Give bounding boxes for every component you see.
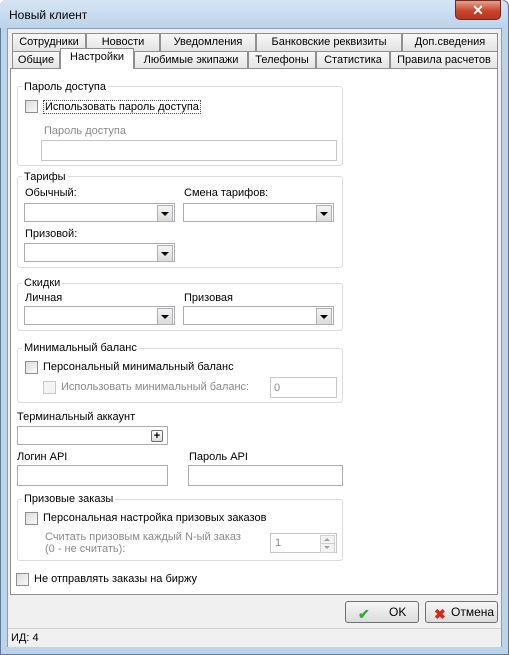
check-icon: ✔	[358, 606, 370, 622]
tab-bank-details[interactable]: Банковские реквизиты	[256, 33, 402, 51]
personal-prize-orders-checkbox[interactable]	[25, 512, 38, 525]
tab-general[interactable]: Общие	[12, 51, 60, 69]
tariffs-group-label: Тарифы	[24, 171, 66, 183]
cancel-button[interactable]: ✖ Отмена	[425, 601, 498, 623]
add-terminal-button[interactable]	[151, 430, 163, 442]
tab-settings[interactable]: Настройки	[60, 48, 134, 69]
password-field[interactable]	[41, 140, 337, 161]
use-min-balance-label: Использовать минимальный баланс:	[61, 381, 250, 393]
min-balance-field[interactable]	[270, 377, 337, 398]
plus-icon: +	[153, 430, 161, 442]
chevron-down-icon[interactable]	[157, 245, 173, 262]
ok-button[interactable]: ✔ OK	[345, 601, 419, 623]
api-login-field[interactable]	[17, 465, 168, 486]
discounts-group-label: Скидки	[24, 277, 61, 289]
prize-count-value: 1	[275, 537, 282, 549]
prize-count-stepper[interactable]	[270, 533, 337, 553]
tab-notifications[interactable]: Уведомления	[160, 33, 256, 51]
tab-extra-info[interactable]: Доп.сведения	[402, 33, 498, 51]
tab-phones[interactable]: Телефоны	[248, 51, 316, 69]
close-icon: ✕	[472, 2, 484, 18]
tab-news[interactable]: Новости	[86, 33, 160, 51]
use-password-label[interactable]: Использовать пароль доступа	[45, 101, 199, 113]
stepper-down-icon[interactable]	[320, 543, 335, 553]
prize-count-label-line1: Считать призовым каждый N-ый заказ	[45, 531, 241, 543]
client-id-text: ИД: 4	[11, 632, 39, 644]
api-login-label: Логин API	[17, 451, 68, 463]
chevron-down-icon[interactable]	[316, 308, 332, 325]
no-exchange-label: Не отправлять заказы на биржу	[34, 573, 198, 585]
no-exchange-checkbox[interactable]	[16, 573, 29, 586]
regular-tariff-select[interactable]	[24, 203, 175, 222]
window-title: Новый клиент	[9, 8, 88, 22]
chevron-down-icon[interactable]	[157, 205, 173, 222]
password-label: Пароль доступа	[44, 125, 126, 137]
access-password-group-label: Пароль доступа	[24, 81, 106, 93]
tab-employees[interactable]: Сотрудники	[12, 33, 86, 51]
min-balance-group-label: Минимальный баланс	[24, 342, 137, 354]
tab-calc-rules[interactable]: Правила расчетов	[390, 51, 498, 69]
api-password-field[interactable]	[188, 465, 343, 486]
tariff-change-select[interactable]	[183, 203, 334, 222]
close-button[interactable]	[455, 0, 501, 20]
prize-orders-group-label: Призовые заказы	[24, 493, 114, 505]
personal-min-balance-checkbox[interactable]	[25, 361, 38, 374]
terminal-account-field[interactable]	[17, 426, 168, 445]
terminal-account-label: Терминальный аккаунт	[17, 411, 136, 423]
personal-discount-select[interactable]	[24, 306, 175, 325]
prize-discount-label: Призовая	[184, 292, 234, 304]
personal-prize-orders-label: Персональная настройка призовых заказов	[43, 512, 267, 524]
chevron-down-icon[interactable]	[316, 205, 332, 222]
personal-min-balance-label: Персональный минимальный баланс	[43, 361, 234, 373]
api-password-label: Пароль API	[189, 451, 248, 463]
prize-discount-select[interactable]	[183, 306, 334, 325]
title-bar[interactable]	[0, 0, 507, 28]
tab-favorite-crews[interactable]: Любимые экипажи	[134, 51, 248, 69]
personal-discount-label: Личная	[25, 292, 63, 304]
tab-statistics[interactable]: Статистика	[316, 51, 390, 69]
prize-count-label-line2: (0 - не считать):	[45, 543, 126, 555]
chevron-down-icon[interactable]	[157, 308, 173, 325]
status-bar	[8, 628, 501, 647]
regular-tariff-label: Обычный:	[25, 187, 77, 199]
use-password-checkbox[interactable]	[25, 100, 38, 113]
prize-tariff-label: Призовой:	[25, 228, 78, 240]
prize-tariff-select[interactable]	[24, 243, 175, 262]
use-min-balance-checkbox[interactable]	[43, 381, 56, 394]
cancel-x-icon: ✖	[434, 606, 446, 622]
tariff-change-label: Смена тарифов:	[184, 187, 269, 199]
